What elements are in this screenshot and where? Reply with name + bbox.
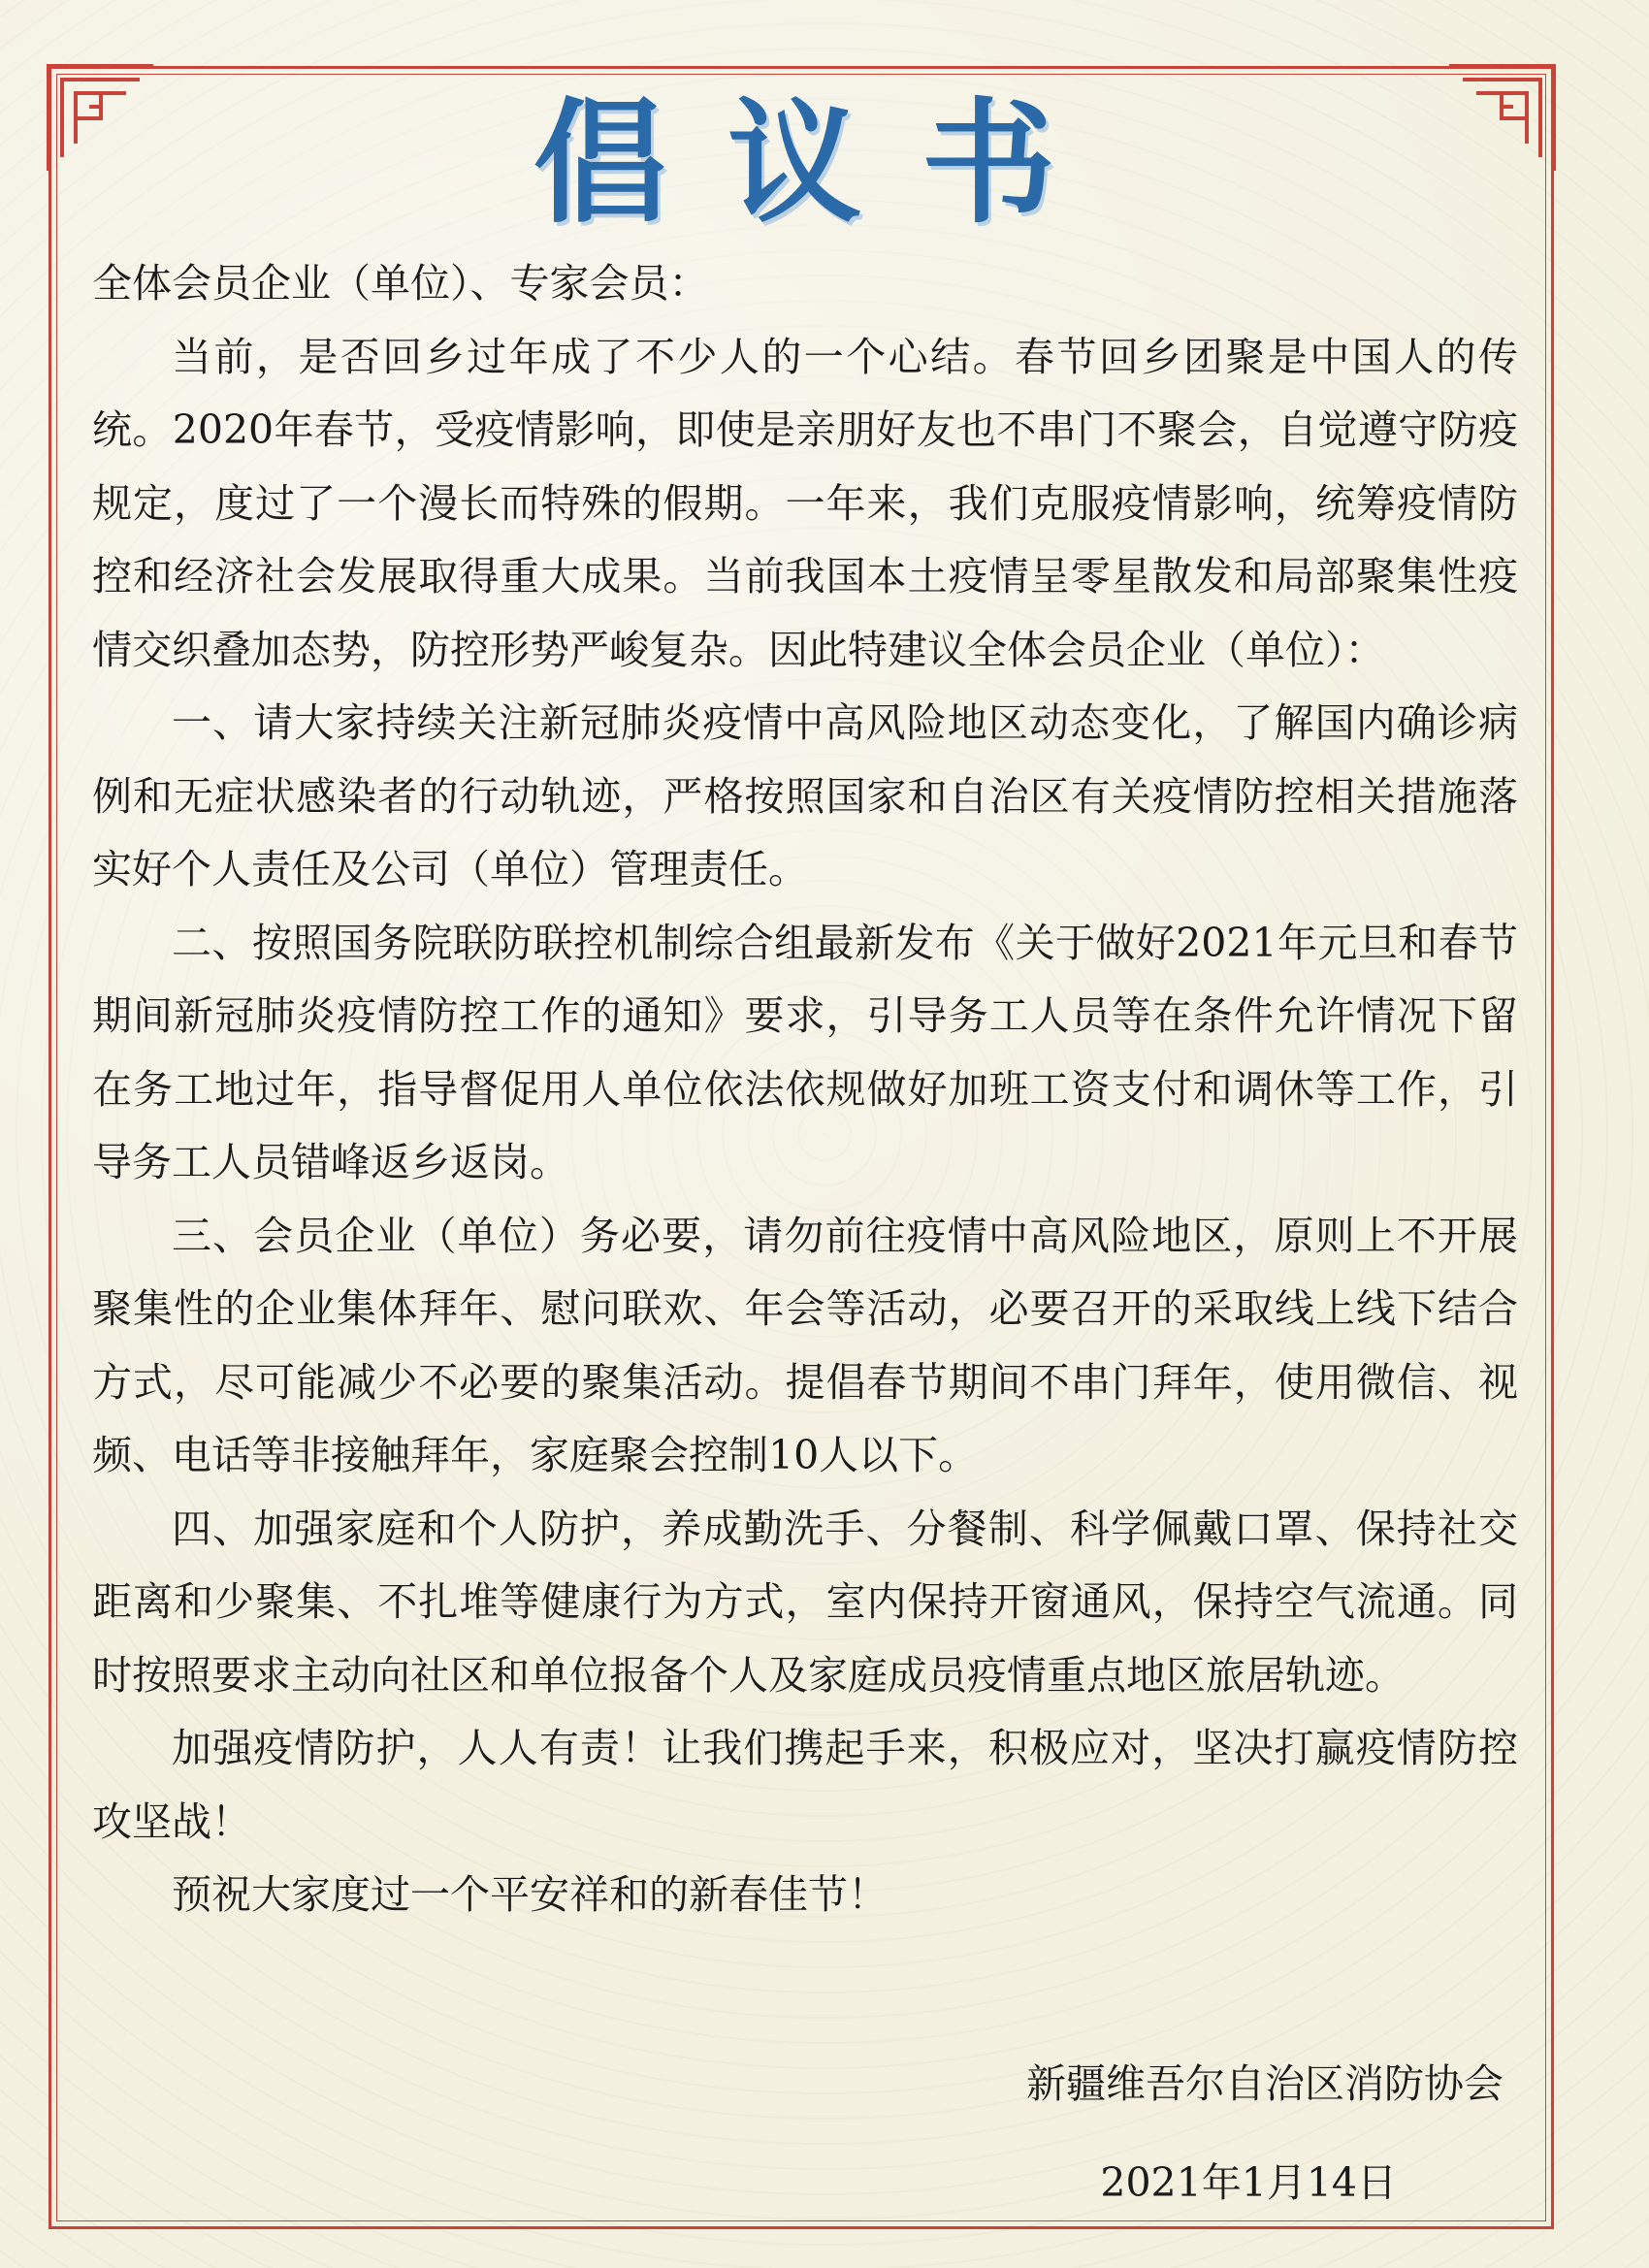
paragraph-appeal: 加强疫情防护，人人有责！让我们携起手来，积极应对，坚决打赢疫情防控攻坚战！ xyxy=(92,1725,1518,1845)
paragraph-item-3: 三、会员企业（单位）务必要，请勿前往疫情中高风险地区，原则上不开展聚集性的企业集体拜年、慰问联欢、年会等活动，必要召开的采取线上线下结合方式，尽可能减少不必要的聚集活动。提倡春节期间不串门拜年，使用微信、视频、电话等非接触拜年，家庭聚会控制10人以下。 xyxy=(92,1212,1518,1478)
salutation: 全体会员企业（单位）、专家会员： xyxy=(92,260,709,307)
paragraph-intro: 当前，是否回乡过年成了不少人的一个心结。春节回乡团聚是中国人的传统。2020年春节，受疫情影响，即使是亲朋好友也不串门不聚会，自觉遵守防疫规定，度过了一个漫长而特殊的假期。一年来，我们克服疫情影响，统筹疫情防控和经济社会发展取得重大成果。当前我国本土疫情呈零星散发和局部聚集性疫情交织叠加态势，防控形势严峻复杂。因此特建议全体会员企业（单位）： xyxy=(92,333,1518,673)
paragraph-item-2: 二、按照国务院联防联控机制综合组最新发布《关于做好2021年元旦和春节期间新冠肺炎疫情防控工作的通知》要求，引导务工人员等在条件允许情况下留在务工地过年，指导督促用人单位依法依规做好加班工资支付和调休等工作，引导务工人员错峰返乡返岗。 xyxy=(92,919,1518,1185)
paragraph-greeting: 预祝大家度过一个平安祥和的新春佳节！ xyxy=(172,1871,888,1918)
document-date: 2021年1月14日 xyxy=(1100,2159,1397,2206)
document-body xyxy=(92,247,1518,1932)
paragraph-item-4: 四、加强家庭和个人防护，养成勤洗手、分餐制、科学佩戴口罩、保持社交距离和少聚集、不扎堆等健康行为方式，室内保持开窗通风，保持空气流通。同时按照要求主动向社区和单位报备个人及家庭成员疫情重点地区旅居轨迹。 xyxy=(92,1505,1518,1699)
signature: 新疆维吾尔自治区消防协会 xyxy=(1026,2060,1504,2107)
document-title: 倡议书 xyxy=(533,85,1116,242)
paragraph-item-1: 一、请大家持续关注新冠肺炎疫情中高风险地区动态变化，了解国内确诊病例和无症状感染者的行动轨迹，严格按照国家和自治区有关疫情防控相关措施落实好个人责任及公司（单位）管理责任。 xyxy=(92,699,1518,892)
